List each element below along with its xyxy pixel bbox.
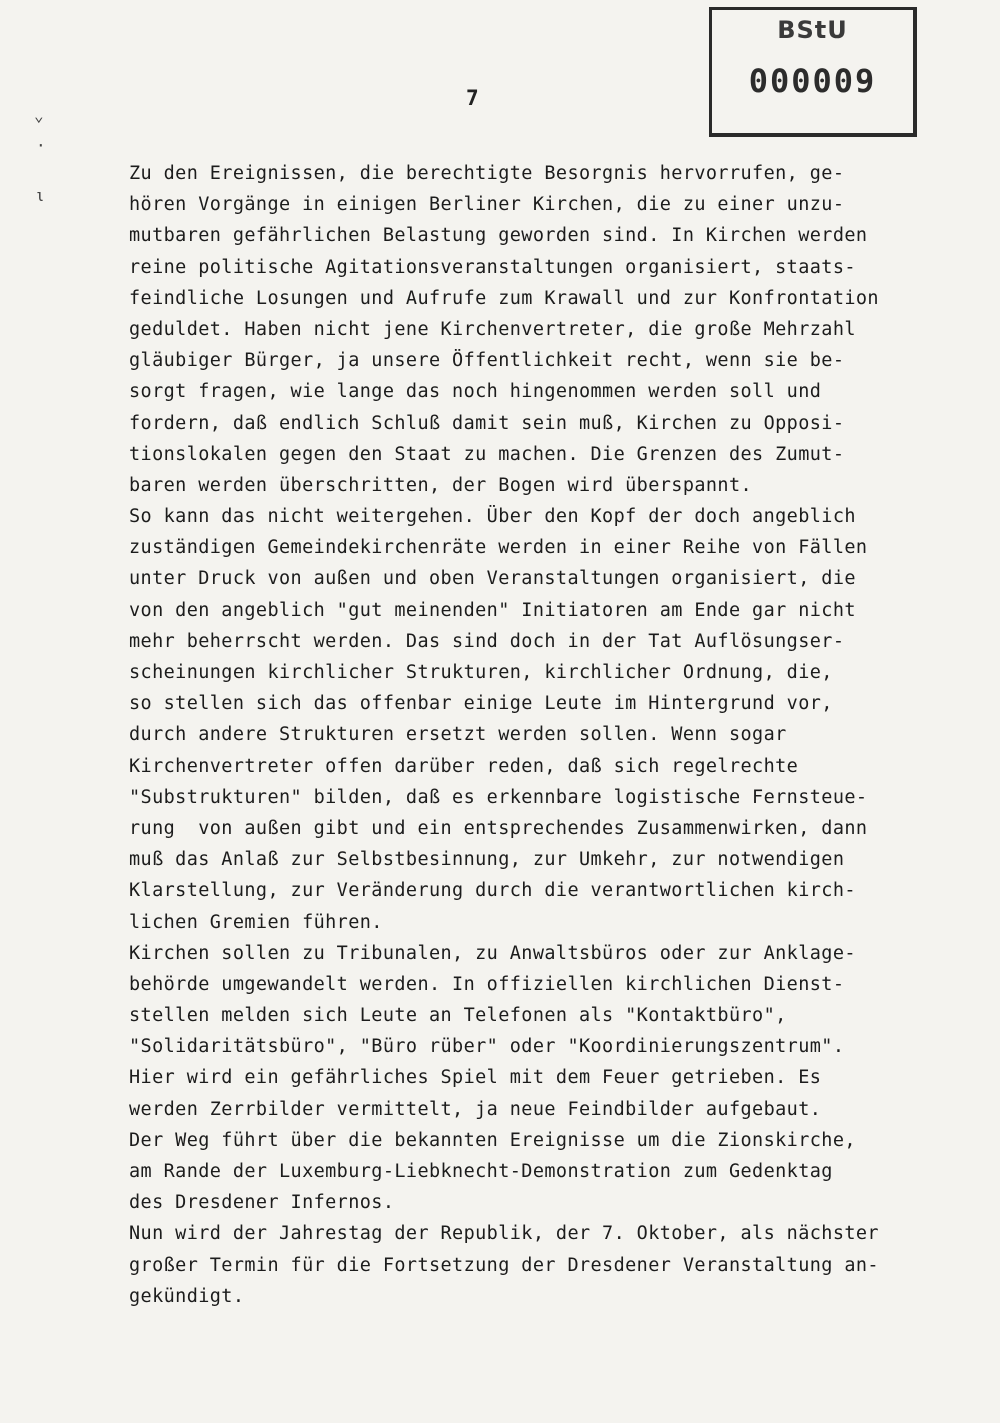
text-line: großer Termin für die Fortsetzung der Dresdener Veranstaltung an- [129,1254,879,1276]
text-line: Klarstellung, zur Veränderung durch die verantwortlichen kirch- [129,880,856,902]
margin-mark: ⌄ [34,106,44,125]
stamp-agency: BStU [777,16,848,44]
text-line: scheinungen kirchlicher Strukturen, kirchlicher Ordnung, die, [129,662,833,683]
text-line: So kann das nicht weitergehen. Über den Kopf der doch angeblich [129,506,856,528]
page-number: 7 [466,86,479,110]
text-line: "Solidaritätsbüro", "Büro rüber" oder "Koordinierungszentrum". [129,1036,845,1058]
text-line: Kirchen sollen zu Tribunalen, zu Anwaltsbüros oder zur Anklage- [129,942,856,964]
text-line: Hier wird ein gefährliches Spiel mit dem Feuer getrieben. Es [129,1067,822,1089]
text-line: werden Zerrbilder vermittelt, ja neue Feindbilder aufgebaut. [129,1098,822,1120]
text-line: gekündigt. [129,1285,245,1307]
text-line: durch andere Strukturen ersetzt werden sollen. Wenn sogar [129,724,787,746]
text-line: sorgt fragen, wie lange das noch hingenommen werden soll und [129,381,822,403]
text-line: tionslokalen gegen den Staat zu machen. Die Grenzen des Zumut- [129,443,845,465]
text-line: des Dresdener Infernos. [129,1192,395,1214]
text-line: "Substrukturen" bilden, daß es erkennbare logistische Fernsteue- [129,786,868,808]
margin-mark: ι [35,186,45,205]
text-line: Kirchenvertreter offen darüber reden, daß sich regelrechte [129,755,799,777]
text-line: lichen Gremien führen. [129,911,383,933]
text-line: hören Vorgänge in einigen Berliner Kirchen, die zu einer unzu- [129,194,845,216]
archive-stamp [709,7,917,137]
body-text [129,158,949,1312]
text-line: mehr beherrscht werden. Das sind doch in der Tat Auflösungser- [129,630,845,652]
stamp-number: 000009 [748,62,877,100]
margin-mark: · [36,136,46,155]
text-line: geduldet. Haben nicht jene Kirchenvertreter, die große Mehrzahl [129,318,856,340]
text-line: reine politische Agitationsveranstaltungen organisiert, staats- [129,256,856,278]
text-line: am Rande der Luxemburg-Liebknecht-Demonstration zum Gedenktag [129,1161,833,1182]
text-line: muß das Anlaß zur Selbstbesinnung, zur Umkehr, zur notwendigen [129,849,845,871]
text-line: unter Druck von außen und oben Veranstaltungen organisiert, die [129,568,856,590]
text-line: zuständigen Gemeindekirchenräte werden in einer Reihe von Fällen [129,537,868,559]
text-line: rung von außen gibt und ein entsprechendes Zusammenwirken, dann [129,817,868,839]
text-line: gläubiger Bürger, ja unsere Öffentlichkeit recht, wenn sie be- [129,350,845,372]
text-line: stellen melden sich Leute an Telefonen als "Kontaktbüro", [129,1005,787,1027]
text-line: Nun wird der Jahrestag der Republik, der 7. Oktober, als nächster [129,1223,879,1245]
text-line: baren werden überschritten, der Bogen wird überspannt. [129,474,753,496]
text-line: so stellen sich das offenbar einige Leute im Hintergrund vor, [129,693,833,715]
text-line: mutbaren gefährlichen Belastung geworden sind. In Kirchen werden [129,225,868,247]
text-line: Zu den Ereignissen, die berechtigte Besorgnis hervorrufen, ge- [129,163,845,184]
text-line: von den angeblich "gut meinenden" Initiatoren am Ende gar nicht [129,599,856,621]
text-line: fordern, daß endlich Schluß damit sein muß, Kirchen zu Opposi- [129,412,845,434]
text-line: Der Weg führt über die bekannten Ereignisse um die Zionskirche, [129,1129,856,1151]
text-line: feindliche Losungen und Aufrufe zum Krawall und zur Konfrontation [129,287,879,309]
text-line: behörde umgewandelt werden. In offiziellen kirchlichen Dienst- [129,973,845,995]
